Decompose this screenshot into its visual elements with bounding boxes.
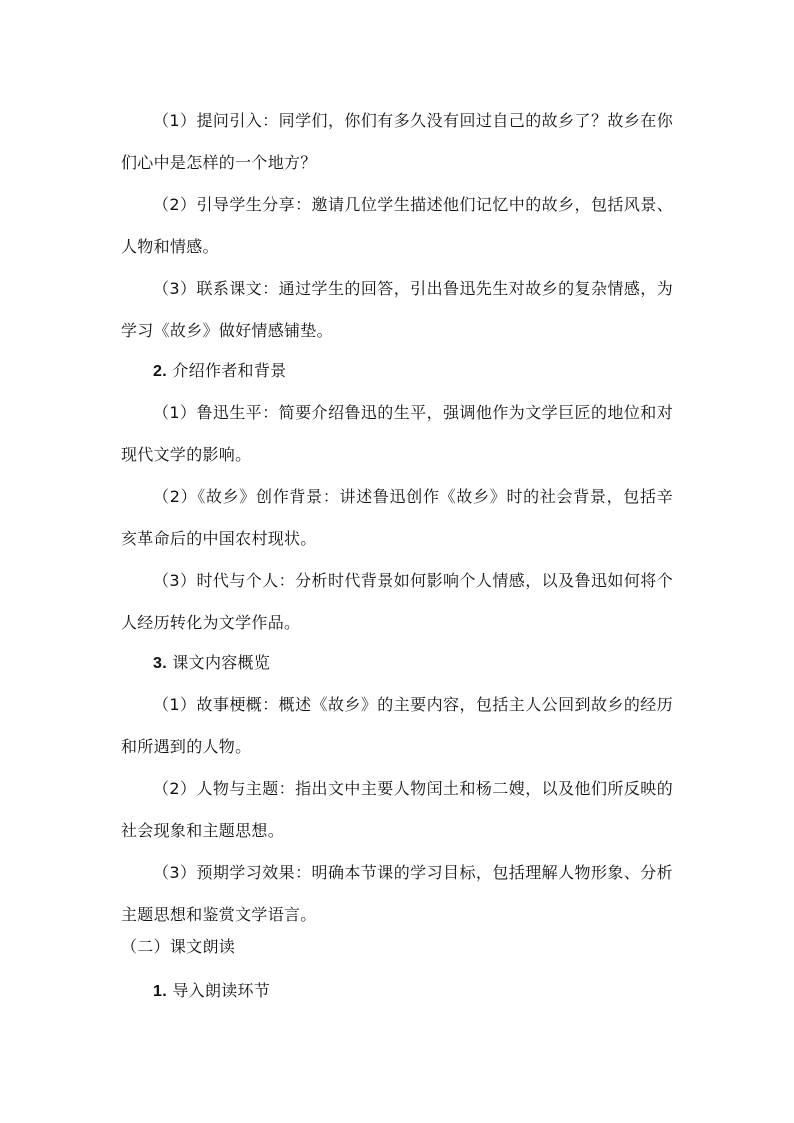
paragraph-text: （2）《故乡》创作背景：讲述鲁迅创作《故乡》时的社会背景，包括辛亥革命后的中国农村现状。 (121, 487, 673, 548)
paragraph-text: （1）提问引入：同学们，你们有多久没有回过自己的故乡了？故乡在你们心中是怎样的一个地方？ (121, 111, 673, 172)
heading-author-background (121, 350, 705, 393)
paragraph-text: （2）引导学生分享：邀请几位学生描述他们记忆中的故乡，包括风景、人物和情感。 (121, 195, 673, 256)
paragraph-text: （2）人物与主题：指出文中主要人物闰土和杨二嫂，以及他们所反映的社会现象和主题思想。 (121, 779, 673, 840)
heading-text: 介绍作者和背景 (172, 361, 287, 380)
paragraph-connect-text (121, 268, 673, 352)
paragraph-text: （3）时代与个人：分析时代背景如何影响个人情感，以及鲁迅如何将个人经历转化为文学作品。 (121, 571, 673, 632)
paragraph-text: （3）预期学习效果：明确本节课的学习目标，包括理解人物形象、分析主题思想和鉴赏文学语言。 (121, 863, 673, 924)
heading-text: （二）课文朗读 (121, 937, 236, 956)
heading-number: 3. (153, 655, 167, 672)
paragraph-text: （3）联系课文：通过学生的回答，引出鲁迅先生对故乡的复杂情感，为学习《故乡》做好情感铺垫。 (121, 279, 673, 340)
paragraph-text: （1）鲁迅生平：简要介绍鲁迅的生平，强调他作为文学巨匠的地位和对现代文学的影响。 (121, 403, 673, 464)
paragraph-expected-outcomes (121, 852, 673, 936)
paragraph-creation-background (121, 476, 673, 560)
paragraph-text: （1）故事梗概：概述《故乡》的主要内容，包括主人公回到故乡的经历和所遇到的人物。 (121, 695, 673, 756)
paragraph-luxun-life (121, 392, 673, 476)
heading-text-reading (121, 926, 673, 968)
heading-content-overview (121, 642, 705, 685)
paragraph-story-summary (121, 684, 673, 768)
heading-number: 2. (153, 363, 167, 380)
paragraph-era-individual (121, 560, 673, 644)
paragraph-characters-theme (121, 768, 673, 852)
heading-number: 1. (153, 983, 167, 1000)
heading-reading-intro (121, 970, 705, 1013)
paragraph-question-intro (121, 100, 673, 184)
paragraph-student-share (121, 184, 673, 268)
heading-text: 导入朗读环节 (172, 981, 271, 1000)
heading-text: 课文内容概览 (172, 653, 271, 672)
